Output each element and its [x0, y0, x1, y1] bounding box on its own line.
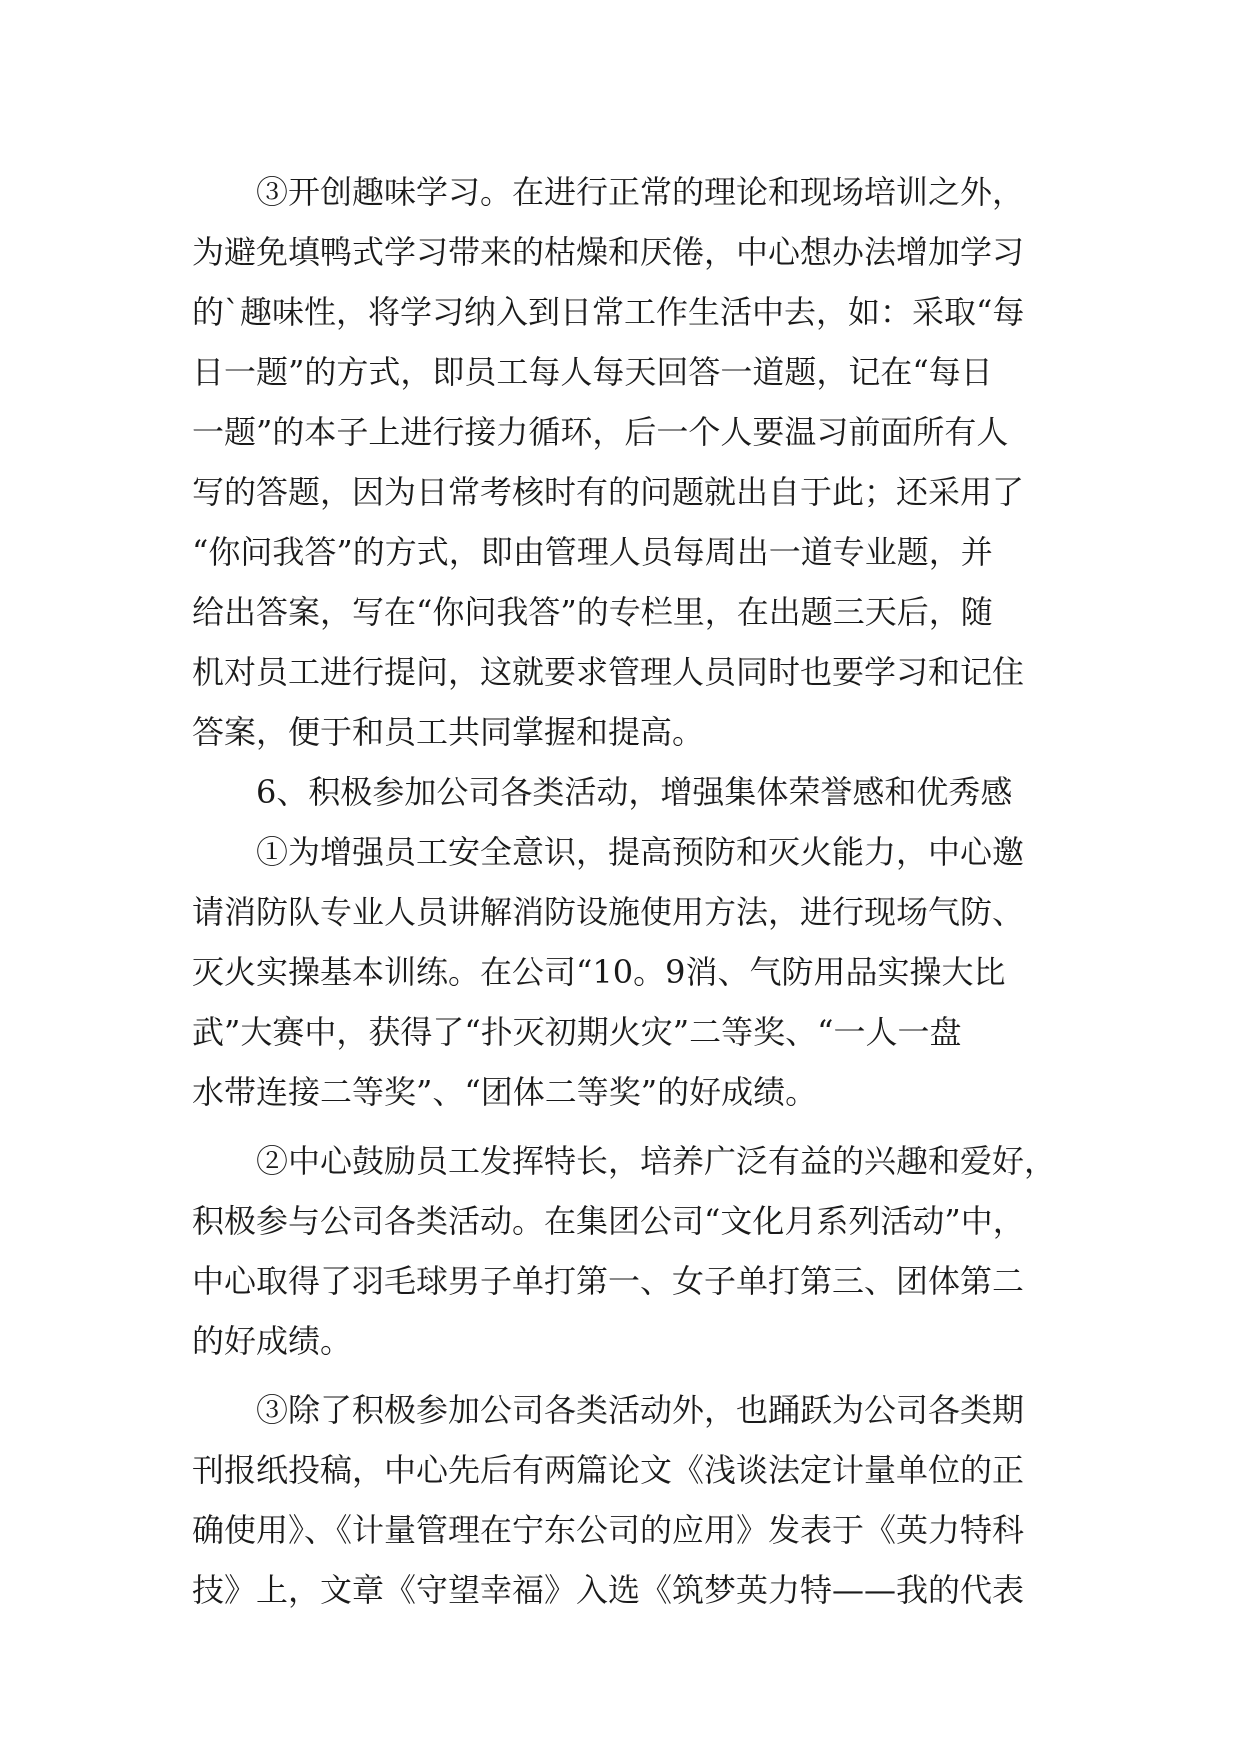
paragraph-line: ①为增强员工安全意识，提高预防和灭火能力，中心邀 [256, 833, 1025, 871]
paragraph-line: 的`趣味性，将学习纳入到日常工作生活中去，如：采取“每 [192, 293, 1025, 331]
paragraph-line: 的好成绩。 [192, 1322, 353, 1360]
paragraph-line: 写的答题，因为日常考核时有的问题就出自于此；还采用了 [192, 473, 1025, 511]
paragraph-line: 为避免填鸭式学习带来的枯燥和厌倦，中心想办法增加学习 [192, 233, 1025, 271]
paragraph-line: ②中心鼓励员工发挥特长，培养广泛有益的兴趣和爱好， [256, 1142, 1057, 1180]
paragraph-line: 答案，便于和员工共同掌握和提高。 [192, 713, 705, 751]
paragraph-fire-safety [192, 822, 1052, 1122]
paragraph-line: 刊报纸投稿，中心先后有两篇论文《浅谈法定计量单位的正 [192, 1451, 1025, 1489]
document-body [192, 162, 1057, 1620]
paragraph-line: ③除了积极参加公司各类活动外，也踊跃为公司各类期 [256, 1391, 1025, 1429]
paragraph-line: 一题”的本子上进行接力循环，后一个人要温习前面所有人 [192, 413, 1009, 451]
paragraph-line: 请消防队专业人员讲解消防设施使用方法，进行现场气防、 [192, 893, 1025, 931]
paragraph-line: 武”大赛中，获得了“扑灭初期火灾”二等奖、“一人一盘 [192, 1013, 962, 1051]
paragraph-line: 日一题”的方式，即员工每人每天回答一道题，记在“每日 [192, 353, 993, 391]
section-heading: 6、积极参加公司各类活动，增强集体荣誉感和优秀感 [256, 773, 1013, 811]
paragraph-line: 积极参与公司各类活动。在集团公司“文化月系列活动”中， [192, 1202, 1025, 1240]
paragraph-line: 中心取得了羽毛球男子单打第一、女子单打第三、团体第二 [192, 1262, 1025, 1300]
paragraph-line: 灭火实操基本训练。在公司“10。9消、气防用品实操大比 [192, 953, 1006, 991]
paragraph-line: 技》上，文章《守望幸福》入选《筑梦英力特——我的代表 [192, 1571, 1025, 1609]
paragraph-line: “你问我答”的方式，即由管理人员每周出一道专业题，并 [192, 533, 993, 571]
paragraph-line: 确使用》、《计量管理在宁东公司的应用》发表于《英力特科 [192, 1511, 1025, 1549]
paragraph-line: 给出答案，写在“你问我答”的专栏里，在出题三天后，随 [192, 593, 993, 631]
paragraph-publications [192, 1380, 1052, 1620]
paragraph-fun-learning [192, 162, 1052, 762]
paragraph-hobbies [192, 1131, 1057, 1371]
section-heading-activities [192, 762, 1052, 822]
paragraph-line: ③开创趣味学习。在进行正常的理论和现场培训之外， [256, 173, 1025, 211]
paragraph-line: 水带连接二等奖”、“团体二等奖”的好成绩。 [192, 1073, 818, 1111]
paragraph-spacer [192, 1371, 1052, 1380]
paragraph-line: 机对员工进行提问，这就要求管理人员同时也要学习和记住 [192, 653, 1025, 691]
paragraph-spacer [192, 1122, 1052, 1131]
